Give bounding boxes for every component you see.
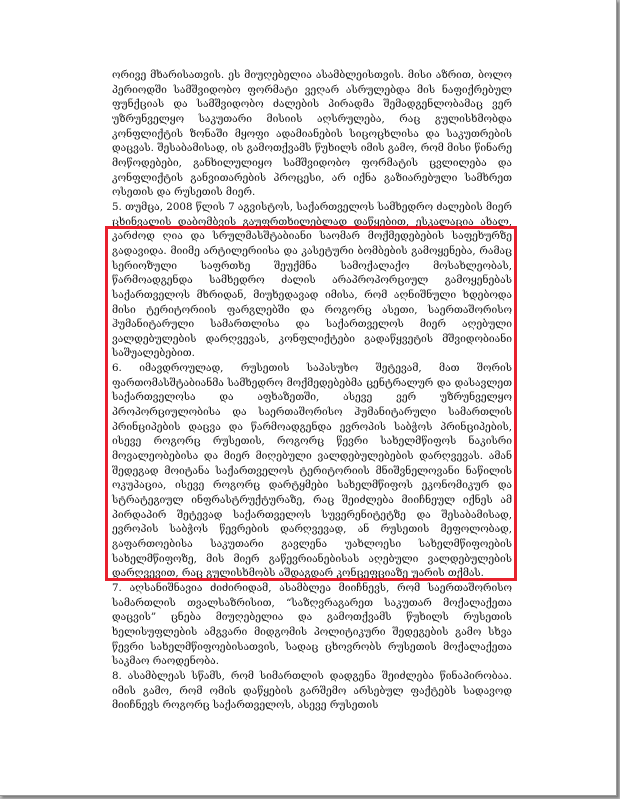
paragraph-8: 8. ასამბლეას სწამს, რომ სიმართლის დადგენა შეიძლება წინაპირობაა. იმის გამო, რომ ომის დაწყების გარშემო არსებულ ფაქტებს სადავოდ მიიჩნევს როგორც საქართველოს, ასევე რუსეთის [112,669,512,712]
paragraph-6: 6. იმავდროულად, რუსეთის საპასუხო შეტევამ, მათ შორის ფართომასშტაბიანმა სამხედრო მოქმედებებმა ცენტრალურ და დასავლეთ საქართველოსა და აფხაზეთში, ასევე ვერ უზრუნველყო პროპორციულობისა და საერთაშორისო ჰუმანიტარული სამართლის პრინციპების დაცვა და წარმოადგენდა ევროპის საბჭოს პრინციპების, ისევე როგორც რუსეთის, როგორც წევრი სახელმწიფოს ნაკისრი მოვალეობებისა და მიერ მიღებული ვალდებულებების დარღვევას. ამან შედეგად მოიტანა საქართველოს ტერიტორიის მნიშვნელოვანი ნაწილის ოკუპაცია, ისევე როგორც დარტყმები სახელმწიფოს ეკონომიკურ და სტრატეგიულ ინფრასტრუქტურაზე, რაც შეიძლება მიიჩნეულ იქნეს ამ პირდაპირ შეტევად საქართველოს სუვერენიტეტზე და შესაბამისად, ევროპის საბჭოს წევრების დარღვევად, ან რუსეთის მეფოლობად, გაფართოებისა საკუთარი გავლენა უახლოესი სახელმწიფოების სახელმწიფოზე, მის მიერ გაწევრიანებისას აღებული ვალდებულების დარღვევით, რაც გულისხმობს აშდაგდარ კონცეფციაზე უარის თქმას. [112,362,512,580]
paragraph-7: 7. აღსანიშნავია ძიძირიდამ, ასამბლეა მიიჩნევს, რომ საერთაშორისო სამართლის თვალსაზრისით, “საზღვრაგარეთ საკუთარ მოქალაქეთა დაცვის” ცნება მიუღებელია და გამოთქვამს წუხილს რუსეთის ხელისუფლების ამგვარი მიდგომის პოლიტიკური შედეგების გამო სხვა წევრი სახელმწიფოებისათვის, სადაც ცხოვრობს რუსეთის მოქალაქეთა საკმაო რაოდენობა. [112,581,512,668]
paragraph-5: 5. თუმცა, 2008 წლის 7 აგვისტოს, საქართველოს სამხედრო ძალების მიერ ცხინვალის დაბომბვის გაუფრთხილებლად დაწყებით, ესკალაცია ახალ, კარძოდ ღია და სრულმასშტაბიანი საომარ მოქმედებების საფეხურზე გადავიდა. მიიმე არტილერიისა და კასეტური ბომბების გამოყენება, რამაც სერიოზული საფრთხე შეუქმნა სამოქალაქო მოსახლეობას, წარმოადგენდა სამხედრო ძალის არაპროპორციულ გამოყენებას საქართველოს მხრიდან, მიუხედავად იმისა, რომ აღნიშნული ხდებოდა მისი ტერიტორიის ფარგლებში და როგორც ასეთი, საერთაშორისო ჰუმანიტარული სამართლისა და საქართველოს მიერ აღებული ვალდებულების დარღვევას, კონფლიქტები გადაწყვეტის მშვიდობიანი საშუალებებით. [112,200,512,360]
paragraph-4-continuation: ორივე მხარისათვის. ეს მიუღებელია ასამბლეისთვის. მისი აზრით, ბოლო პერიოდში სამშვიდობო ფორმატი ვეღარ ასრულებდა მის ნაფიქრებულ ფუნქციას და სამშვიდობო ძალების პირადმა შემადგენლობამაც ვერ უზრუნველყო საკუთარი მისიის აღსრულება, რაც გულისხმობდა კონფლიქტის ზონაში მყოფი ადამიანების სიცოცხლისა და საკუთრების დაცვას. შესაბამისად, ის გამოთქვამს წუხილს იმის გამო, რომ მისი წინარე მოწოდებები, განხილულიყო სამშვიდობო ფორმატის ცვლილება და კონფლიქტის განვითარების პროცესი, არ იქნა გაზიარებული სამხრეთ ოსეთის და რუსეთის მიერ. [112,69,512,199]
document-body [112,68,512,713]
